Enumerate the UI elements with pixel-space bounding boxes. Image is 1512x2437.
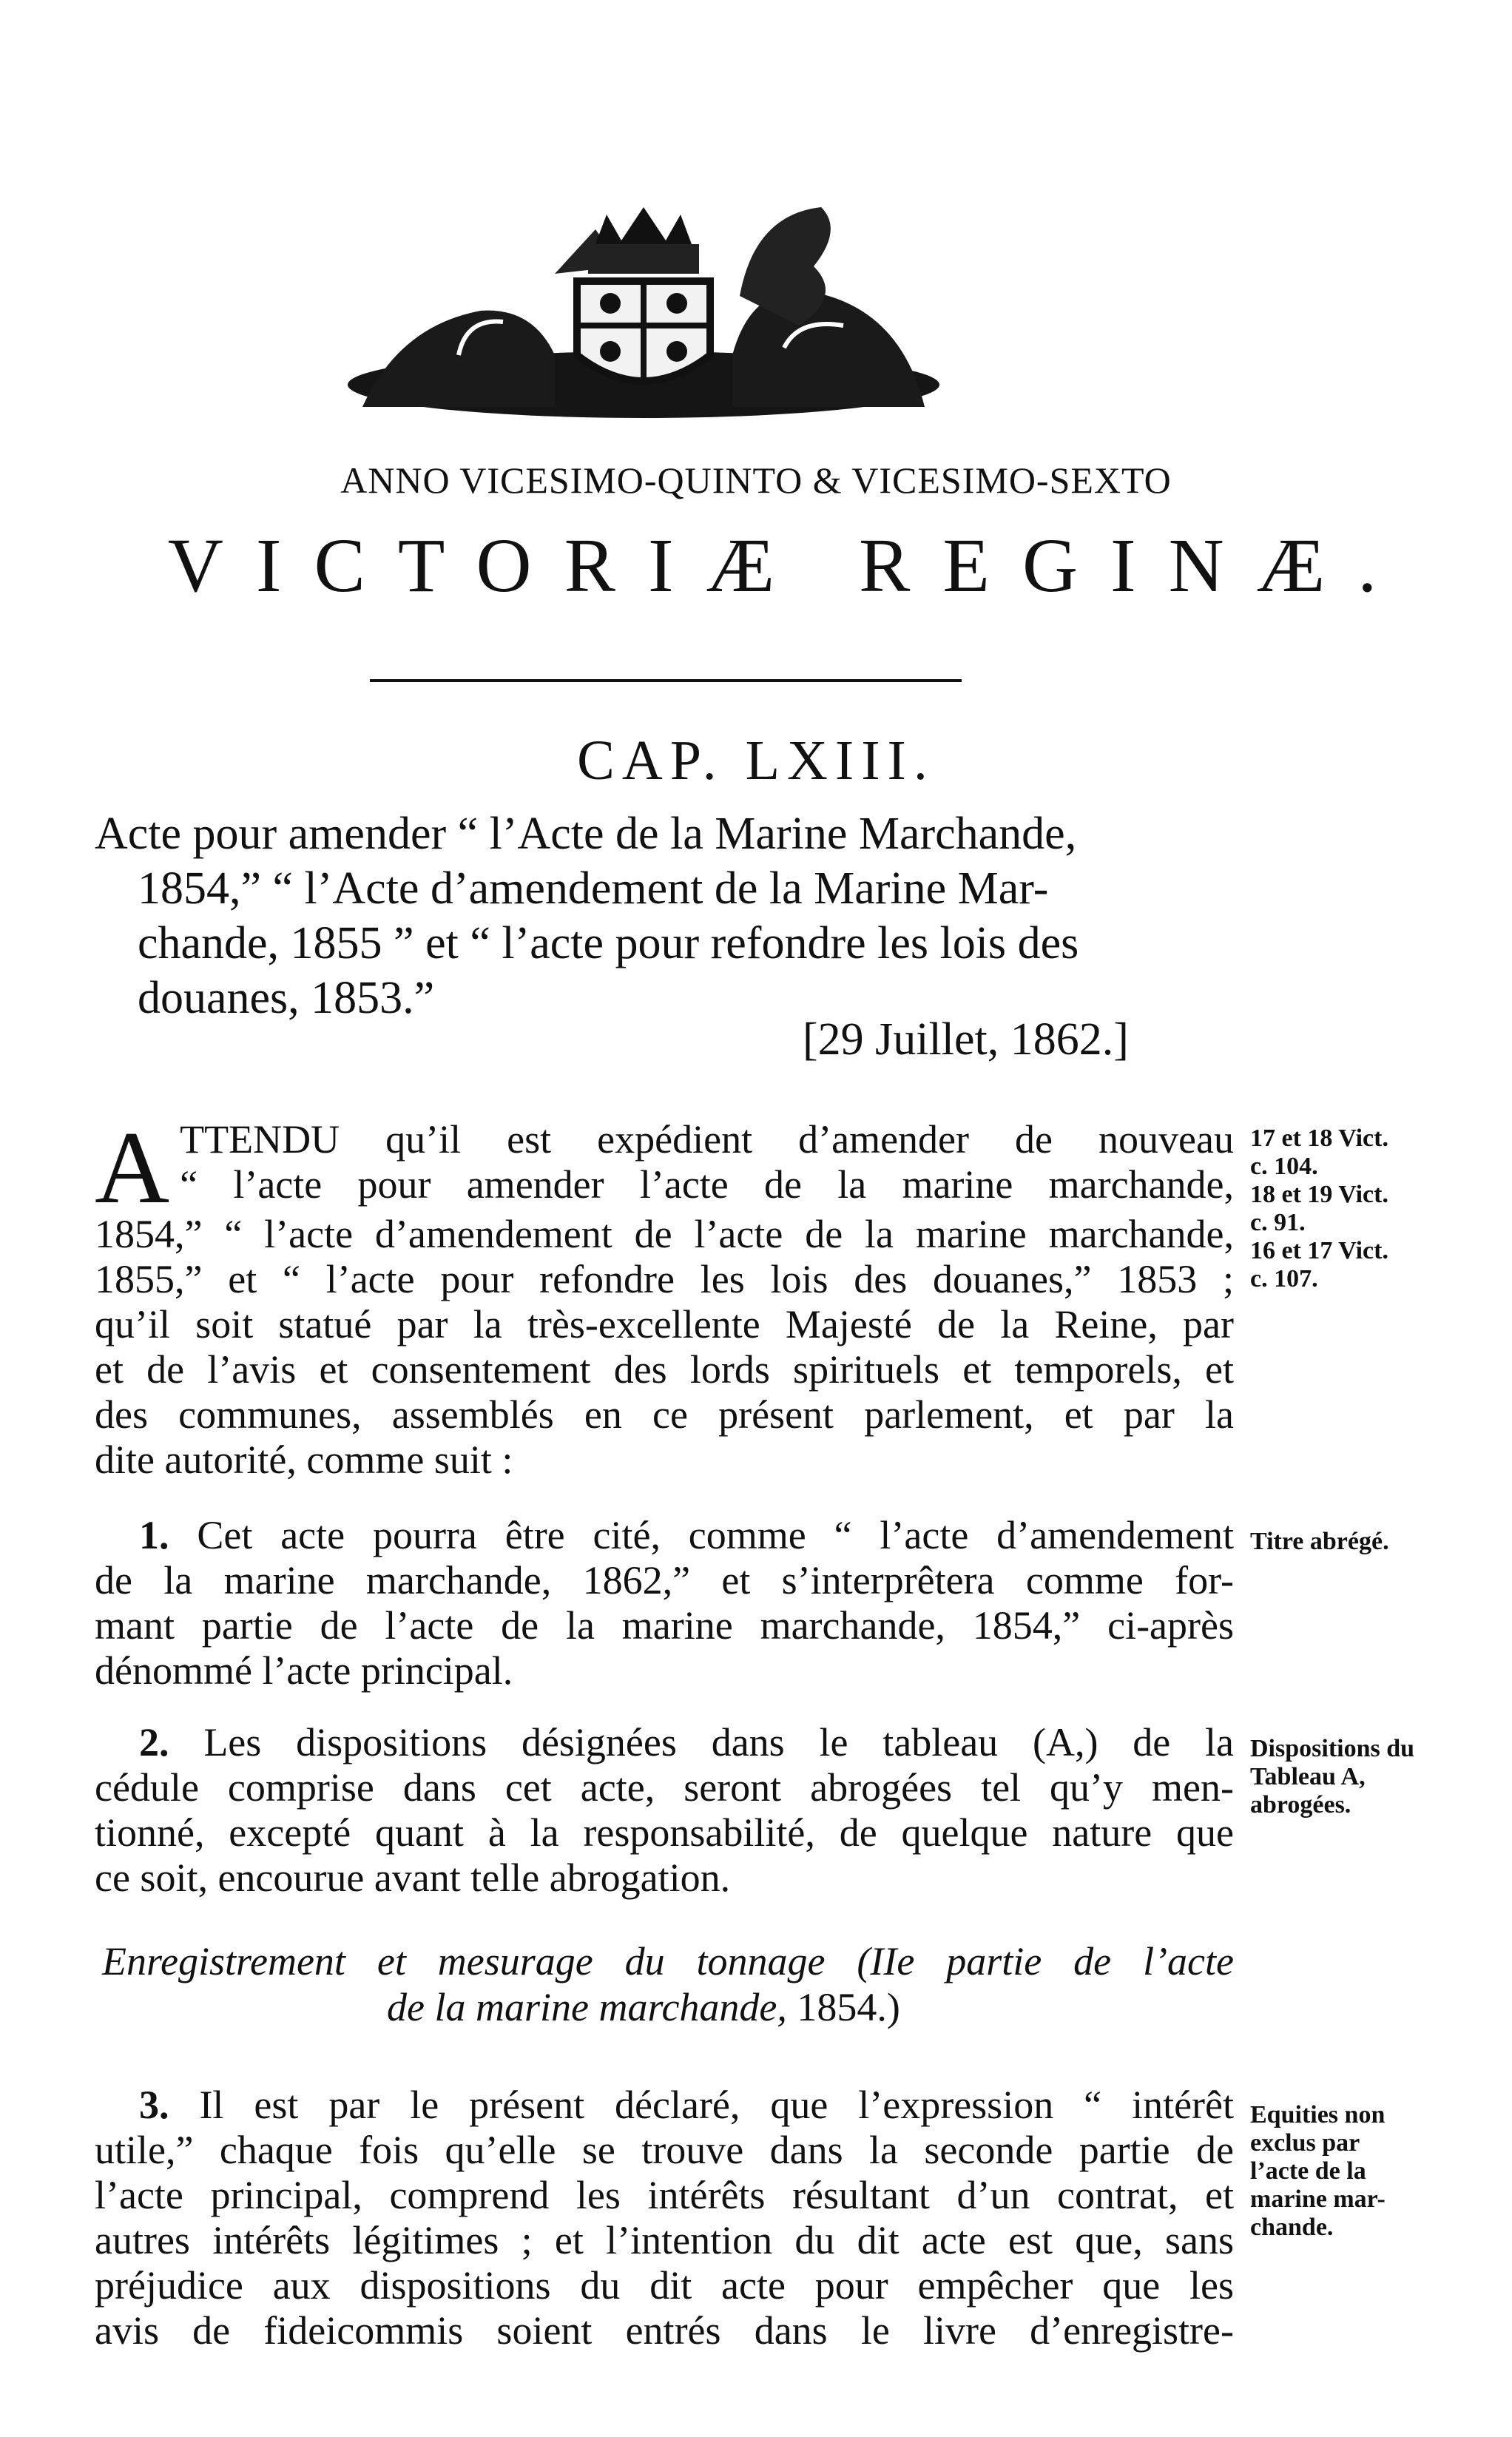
chapter-number: CAP. LXIII. — [577, 729, 935, 792]
text-line — [95, 1720, 1234, 1765]
text-line: de la marine marchande, 1862,” et s’interprêtera comme for- — [95, 1558, 1234, 1602]
sovereign-title: VICTORIÆ REGINÆ. — [167, 523, 1410, 608]
act-title-line: 1854,” “ l’Acte d’amendement de la Marine Mar- — [138, 863, 1049, 914]
text-line: avis de fideicommis soient entrés dans le livre d’enregistre- — [95, 2308, 1234, 2353]
margin-note-statutes — [1250, 1125, 1494, 1293]
margin-note-line: Equities non — [1250, 2101, 1386, 2128]
margin-note-line: Titre abrégé. — [1250, 1528, 1389, 1555]
margin-note-line: Dispositions du — [1250, 1735, 1415, 1762]
subheading-line: Enregistrement et mesurage du tonnage (IIe partie de l’acte — [102, 1939, 1234, 1983]
act-date: [29 Juillet, 1862.] — [803, 1014, 1129, 1065]
margin-note-line: marine mar- — [1250, 2185, 1386, 2213]
text-line: 1855,” et “ l’acte pour refondre les lois des douanes,” 1853 ; — [95, 1257, 1234, 1301]
drop-cap: A — [95, 1110, 170, 1225]
text-line: “ l’acte pour amender l’acte de la marine marchande, — [180, 1162, 1234, 1207]
text-line: qu’il soit statué par la très-excellente Majesté de la Reine, par — [95, 1302, 1234, 1346]
text-span: 1854.) — [786, 1985, 900, 2029]
text-line: préjudice aux dispositions du dit acte pour empêcher que les — [95, 2263, 1234, 2308]
text-line: mant partie de l’acte de la marine marchande, 1854,” ci-après — [95, 1603, 1234, 1648]
margin-note-line: exclus par — [1250, 2129, 1360, 2157]
margin-note-line: 17 et 18 Vict. — [1250, 1125, 1388, 1152]
margin-note-line: c. 104. — [1250, 1153, 1318, 1180]
text-span: de la marine marchande, — [387, 1985, 787, 2029]
section-number: 3. — [139, 2083, 169, 2127]
text-span: Les dispositions désignées dans le tableau (A,) de la — [203, 1720, 1234, 1764]
text-line: des communes, assemblés en ce présent parlement, et par la — [95, 1392, 1234, 1437]
text-line: et de l’avis et consentement des lords spirituels et temporels, et — [95, 1347, 1234, 1392]
margin-note-line: l’acte de la — [1250, 2157, 1366, 2185]
margin-note-line: abrogées. — [1250, 1791, 1351, 1819]
margin-note-line: 18 et 19 Vict. — [1250, 1181, 1388, 1208]
text-span: Il est par le présent déclaré, que l’expression “ intérêt — [199, 2083, 1234, 2127]
text-line: tionné, excepté quant à la responsabilité, de quelque nature que — [95, 1810, 1234, 1855]
preamble — [95, 1110, 1234, 1483]
section-number: 2. — [139, 1720, 169, 1764]
margin-note-line: chande. — [1250, 2214, 1334, 2241]
text-line: dénommé l’acte principal. — [95, 1648, 513, 1693]
margin-note-line: c. 107. — [1250, 1265, 1318, 1292]
section-3 — [95, 2083, 1234, 2353]
text-line: dite autorité, comme suit : — [95, 1437, 513, 1482]
text-line: utile,” chaque fois qu’elle se trouve dans la seconde partie de — [95, 2128, 1234, 2172]
section-1 — [95, 1513, 1234, 1693]
section-2 — [95, 1720, 1234, 1901]
margin-note-repeal — [1250, 1735, 1494, 1819]
title-divider — [370, 679, 962, 682]
act-title-line: douanes, 1853.” — [138, 973, 435, 1023]
text-line: ce soit, encourue avant telle abrogation. — [95, 1855, 731, 1900]
margin-note-line: c. 91. — [1250, 1209, 1306, 1236]
act-title-line: Acte pour amender “ l’Acte de la Marine Marchande, — [95, 809, 1077, 859]
text-line: 1854,” “ l’acte d’amendement de l’acte de la marine marchande, — [95, 1212, 1234, 1256]
act-title-line: chande, 1855 ” et “ l’acte pour refondre les lois des — [138, 918, 1079, 968]
text-line — [95, 1513, 1234, 1558]
act-title — [95, 806, 1234, 1025]
text-span: Cet acte pourra être cité, comme “ l’acte d’amendement — [197, 1513, 1235, 1557]
part-subheading — [95, 1938, 1234, 2030]
regnal-year: ANNO VICESIMO-QUINTO & VICESIMO-SEXTO — [340, 459, 1172, 501]
margin-note-equities — [1250, 2101, 1494, 2242]
text-line: l’acte principal, comprend les intérêts résultant d’un contrat, et — [95, 2173, 1234, 2217]
margin-note-line: 16 et 17 Vict. — [1250, 1237, 1388, 1264]
margin-note-line: Tableau A, — [1250, 1763, 1366, 1790]
text-line: TTENDU qu’il est expédient d’amender de nouveau — [180, 1117, 1234, 1162]
margin-note-short-title — [1250, 1528, 1494, 1556]
section-number: 1. — [139, 1513, 169, 1557]
text-line — [95, 2083, 1234, 2128]
text-line: cédule comprise dans cet acte, seront abrogées tel qu’y men- — [95, 1765, 1234, 1810]
royal-crest-icon — [311, 185, 976, 429]
subheading-line — [95, 1984, 1234, 2030]
text-line: autres intérêts légitimes ; et l’intention du dit acte est que, sans — [95, 2218, 1234, 2262]
